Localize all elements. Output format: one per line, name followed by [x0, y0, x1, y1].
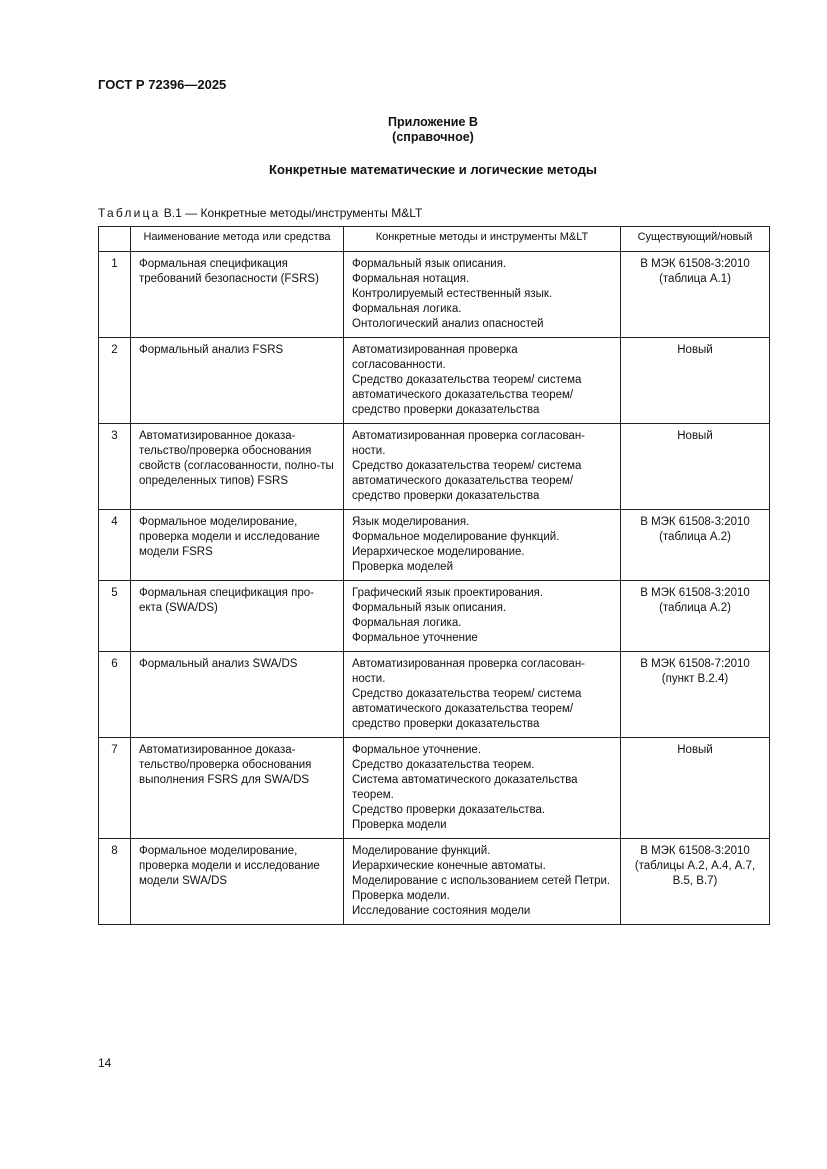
- column-header-techniques: Конкретные методы и инструменты M&LT: [344, 227, 621, 252]
- method-name: Формальный анализ SWA/DS: [131, 652, 344, 738]
- row-number: 5: [99, 581, 131, 652]
- technique-item: Автоматизированная проверка согласованности.: [352, 344, 518, 371]
- technique-item: Контролируемый естественный язык.: [352, 288, 553, 300]
- technique-item: Графический язык проектирования.: [352, 587, 544, 599]
- methods-table: [98, 226, 770, 925]
- technique-item: Проверка моделей: [352, 561, 454, 573]
- method-techniques: [344, 738, 621, 839]
- technique-item: Формальная нотация.: [352, 273, 470, 285]
- method-status: Новый: [621, 738, 770, 839]
- technique-item: Формальная логика.: [352, 617, 462, 629]
- section-title: Конкретные математические и логические методы: [269, 162, 597, 177]
- page-number: 14: [98, 1056, 112, 1070]
- technique-item: Формальный язык описания.: [352, 258, 507, 270]
- method-status: Новый: [621, 424, 770, 510]
- table-header-row: [99, 227, 770, 252]
- table-row: [99, 510, 770, 581]
- technique-item: Средство доказательства теорем/ система автоматического доказательства теорем/ средство проверки доказательства: [352, 374, 582, 416]
- technique-item: Иерархическое моделирование.: [352, 546, 525, 558]
- method-status: В МЭК 61508-3:2010 (таблица А.2): [621, 510, 770, 581]
- row-number: 6: [99, 652, 131, 738]
- document-id: ГОСТ Р 72396—2025: [98, 77, 227, 92]
- column-header-status: Существующий/новый: [621, 227, 770, 252]
- method-techniques: [344, 652, 621, 738]
- row-number: 3: [99, 424, 131, 510]
- technique-item: Формальная логика.: [352, 303, 462, 315]
- technique-item: Проверка модели: [352, 819, 447, 831]
- technique-item: Средство проверки доказательства.: [352, 804, 546, 816]
- method-status: В МЭК 61508-3:2010 (таблица А.1): [621, 252, 770, 338]
- technique-item: Исследование состояния модели: [352, 905, 531, 917]
- technique-item: Иерархические конечные автоматы.: [352, 860, 546, 872]
- method-name: Формальная спецификация про-екта (SWA/DS): [131, 581, 344, 652]
- technique-item: Язык моделирования.: [352, 516, 470, 528]
- technique-item: Проверка модели.: [352, 890, 450, 902]
- table-row: [99, 338, 770, 424]
- table-row: [99, 424, 770, 510]
- technique-item: Система автоматического доказательства теорем.: [352, 774, 578, 801]
- method-techniques: [344, 839, 621, 925]
- table-row: [99, 252, 770, 338]
- method-techniques: [344, 252, 621, 338]
- annex-heading: [0, 115, 827, 145]
- row-number: 7: [99, 738, 131, 839]
- method-techniques: [344, 424, 621, 510]
- method-status: В МЭК 61508-3:2010 (таблицы А.2, А.4, А.7, В.5, В.7): [621, 839, 770, 925]
- row-number: 2: [99, 338, 131, 424]
- method-name: Формальная спецификация требований безопасности (FSRS): [131, 252, 344, 338]
- table-caption-text: В.1 — Конкретные методы/инструменты M&LT: [163, 206, 423, 220]
- method-name: Автоматизированное доказа-тельство/проверка обоснования свойств (согласованности, полно-ты определенных типов) FSRS: [131, 424, 344, 510]
- table-row: [99, 839, 770, 925]
- annex-subtitle: (справочное): [392, 130, 474, 144]
- table-row: [99, 652, 770, 738]
- technique-item: Моделирование функций.: [352, 845, 491, 857]
- method-status: В МЭК 61508-7:2010 (пункт В.2.4): [621, 652, 770, 738]
- table-row: [99, 738, 770, 839]
- technique-item: Средство доказательства теорем/ система автоматического доказательства теорем/ средство проверки доказательства: [352, 688, 582, 730]
- method-techniques: [344, 510, 621, 581]
- table-caption: [98, 206, 422, 220]
- annex-title: Приложение В: [388, 115, 478, 129]
- method-name: Формальное моделирование, проверка модели и исследование модели SWA/DS: [131, 839, 344, 925]
- technique-item: Средство доказательства теорем/ система автоматического доказательства теорем/ средство проверки доказательства: [352, 460, 582, 502]
- technique-item: Формальное уточнение.: [352, 744, 482, 756]
- column-header-name: Наименование метода или средства: [131, 227, 344, 252]
- method-techniques: [344, 338, 621, 424]
- method-techniques: [344, 581, 621, 652]
- method-status: В МЭК 61508-3:2010 (таблица А.2): [621, 581, 770, 652]
- technique-item: Автоматизированная проверка согласован-ности.: [352, 658, 586, 685]
- technique-item: Формальное уточнение: [352, 632, 478, 644]
- row-number: 1: [99, 252, 131, 338]
- row-number: 8: [99, 839, 131, 925]
- table-body: [99, 252, 770, 925]
- technique-item: Средство доказательства теорем.: [352, 759, 535, 771]
- method-name: Формальный анализ FSRS: [131, 338, 344, 424]
- technique-item: Формальное моделирование функций.: [352, 531, 560, 543]
- technique-item: Моделирование с использованием сетей Петри.: [352, 875, 611, 887]
- table-caption-label: Таблица: [98, 206, 161, 220]
- technique-item: Формальный язык описания.: [352, 602, 507, 614]
- method-name: Автоматизированное доказа-тельство/проверка обоснования выполнения FSRS для SWA/DS: [131, 738, 344, 839]
- method-status: Новый: [621, 338, 770, 424]
- technique-item: Онтологический анализ опасностей: [352, 318, 544, 330]
- row-number: 4: [99, 510, 131, 581]
- table-row: [99, 581, 770, 652]
- method-name: Формальное моделирование, проверка модели и исследование модели FSRS: [131, 510, 344, 581]
- technique-item: Автоматизированная проверка согласован-ности.: [352, 430, 586, 457]
- column-header-number: [99, 227, 131, 252]
